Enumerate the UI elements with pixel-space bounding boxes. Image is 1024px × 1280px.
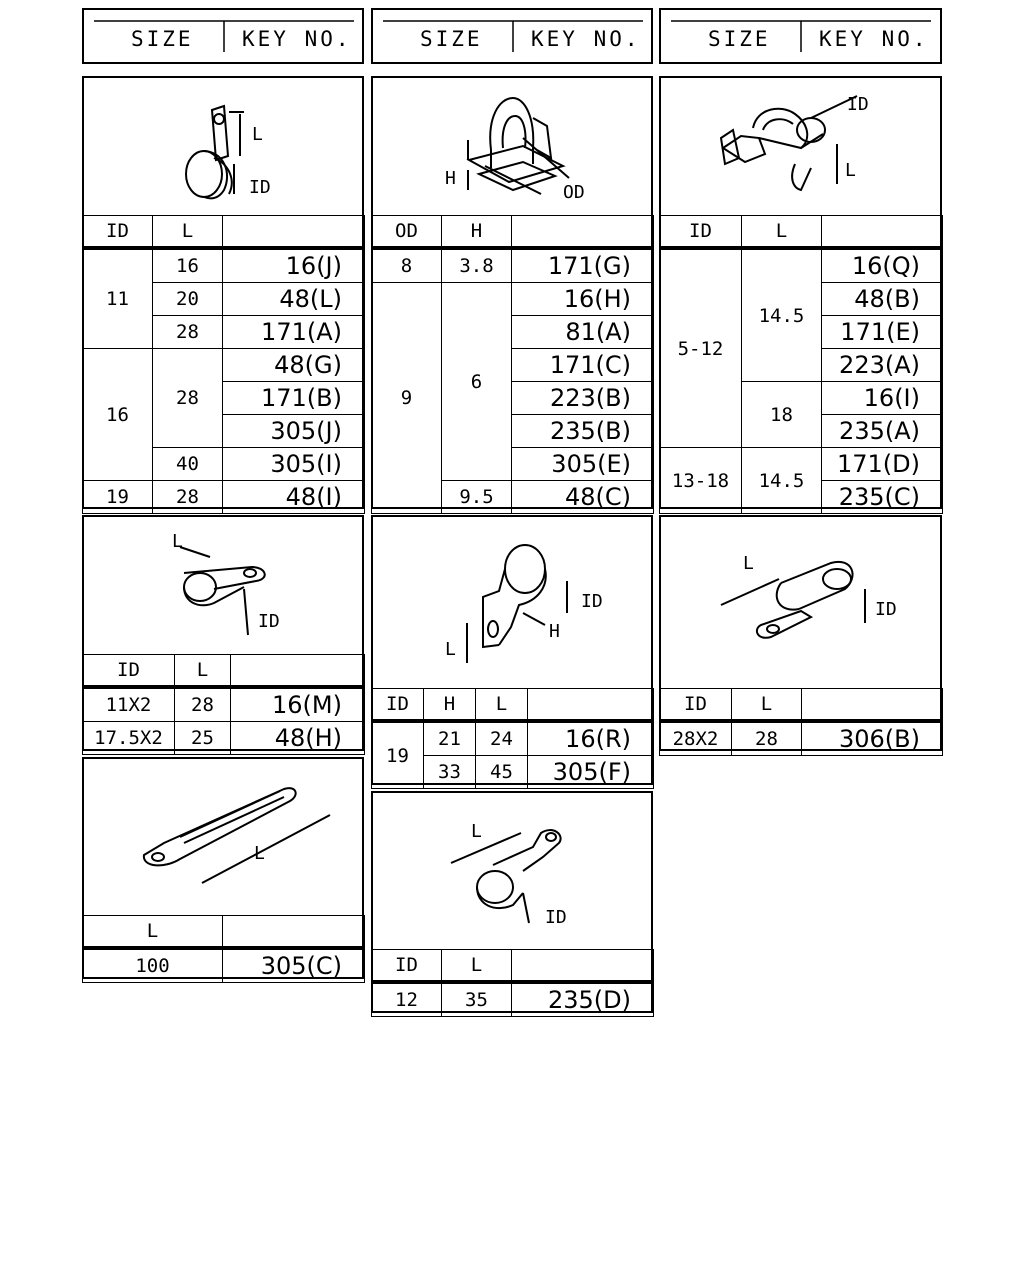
cell-key: 235(A) <box>822 415 943 448</box>
cell-h: 33 <box>424 756 476 789</box>
push-fastener-illustration <box>373 78 651 218</box>
cell-id: 11 <box>83 248 153 349</box>
col-h: H <box>442 216 512 249</box>
cell-key: 16(M) <box>231 687 365 722</box>
col-l: L <box>442 950 512 983</box>
header-key-label: KEY NO. <box>819 27 929 51</box>
dim-h-label: H <box>445 168 456 189</box>
cell-l: 25 <box>175 722 231 755</box>
cell-key: 171(E) <box>822 316 943 349</box>
cell-id: 11X2 <box>83 687 175 722</box>
cell-key: 48(H) <box>231 722 365 755</box>
dim-id-label: ID <box>545 907 567 928</box>
cell-od: 8 <box>372 248 442 283</box>
offset-clip-illustration <box>373 517 651 692</box>
cell-key: 48(B) <box>822 283 943 316</box>
col-key <box>822 216 943 249</box>
cell-h: 21 <box>424 721 476 756</box>
cell-h: 9.5 <box>442 481 512 514</box>
loop-clip-table <box>82 215 365 514</box>
col-l: L <box>175 655 231 688</box>
col-l: L <box>732 689 802 722</box>
cell-key: 16(J) <box>223 248 365 283</box>
header-box-3 <box>659 8 942 64</box>
wide-loop-clip-illustration <box>373 793 651 953</box>
dim-od-label: OD <box>563 182 585 203</box>
panel-oval-clip <box>659 515 942 751</box>
cell-l: 16 <box>153 248 223 283</box>
strap-band-illustration <box>84 759 362 919</box>
col-l: L <box>476 689 528 722</box>
cell-l: 28 <box>175 687 231 722</box>
cell-key: 235(B) <box>512 415 654 448</box>
panel-pin-clip <box>659 76 942 509</box>
col-key <box>512 216 654 249</box>
cell-key: 305(J) <box>223 415 365 448</box>
dim-id-label: ID <box>258 611 280 632</box>
dim-l-label: L <box>743 553 754 574</box>
loop-clip-illustration <box>84 78 362 218</box>
push-fastener-table <box>371 215 654 514</box>
dim-id-label: ID <box>875 599 897 620</box>
panel-loop-clip <box>82 76 364 509</box>
col-key <box>512 950 654 983</box>
cell-id: 19 <box>83 481 153 514</box>
cell-key: 306(B) <box>802 721 943 756</box>
panel-offset-clip <box>371 515 653 785</box>
panel-push-fastener <box>371 76 653 509</box>
panel-double-loop-clip <box>82 515 364 751</box>
cell-key: 305(C) <box>223 948 365 983</box>
cell-key: 16(I) <box>822 382 943 415</box>
cell-key: 48(I) <box>223 481 365 514</box>
cell-id: 17.5X2 <box>83 722 175 755</box>
col-id: ID <box>372 689 424 722</box>
pin-clip-illustration <box>661 78 940 218</box>
col-l: L <box>153 216 223 249</box>
cell-key: 48(C) <box>512 481 654 514</box>
cell-od: 9 <box>372 283 442 514</box>
cell-key: 16(Q) <box>822 248 943 283</box>
cell-key: 235(C) <box>822 481 943 514</box>
cell-id: 13-18 <box>660 448 742 514</box>
cell-key: 171(B) <box>223 382 365 415</box>
cell-key: 171(G) <box>512 248 654 283</box>
cell-id: 19 <box>372 721 424 789</box>
cell-key: 171(D) <box>822 448 943 481</box>
cell-l: 35 <box>442 982 512 1017</box>
double-loop-clip-table <box>82 654 365 755</box>
double-loop-clip-illustration <box>84 517 362 657</box>
dim-l-label: L <box>254 843 265 864</box>
cell-key: 305(F) <box>528 756 654 789</box>
dim-h-label: H <box>549 621 560 642</box>
cell-id: 28X2 <box>660 721 732 756</box>
cell-l: 45 <box>476 756 528 789</box>
oval-clip-illustration <box>661 517 940 657</box>
cell-l: 40 <box>153 448 223 481</box>
cell-key: 16(H) <box>512 283 654 316</box>
cell-h: 3.8 <box>442 248 512 283</box>
header-key-label: KEY NO. <box>531 27 641 51</box>
dim-l-label: L <box>172 531 183 552</box>
cell-key: 171(A) <box>223 316 365 349</box>
pin-clip-table <box>659 215 943 514</box>
cell-l: 28 <box>732 721 802 756</box>
cell-key: 48(G) <box>223 349 365 382</box>
col-id: ID <box>372 950 442 983</box>
col-key <box>231 655 365 688</box>
col-key <box>223 216 365 249</box>
cell-l: 14.5 <box>742 448 822 514</box>
cell-l: 20 <box>153 283 223 316</box>
col-key <box>802 689 943 722</box>
cell-key: 223(A) <box>822 349 943 382</box>
cell-l: 24 <box>476 721 528 756</box>
cell-l: 100 <box>83 948 223 983</box>
oval-clip-table <box>659 688 943 756</box>
col-key <box>223 916 365 949</box>
col-key <box>528 689 654 722</box>
header-size-label: SIZE <box>131 27 194 51</box>
dim-l-label: L <box>252 124 263 145</box>
dim-id-label: ID <box>249 177 271 198</box>
cell-key: 223(B) <box>512 382 654 415</box>
panel-strap-band <box>82 757 364 979</box>
cell-id: 5-12 <box>660 248 742 448</box>
col-l: L <box>742 216 822 249</box>
cell-l: 28 <box>153 316 223 349</box>
cell-l: 28 <box>153 481 223 514</box>
cell-key: 16(R) <box>528 721 654 756</box>
wide-loop-clip-table <box>371 949 654 1017</box>
cell-key: 171(C) <box>512 349 654 382</box>
col-id: ID <box>660 216 742 249</box>
offset-clip-table <box>371 688 654 789</box>
strap-band-table <box>82 915 365 983</box>
dim-l-label: L <box>845 160 856 181</box>
cell-key: 235(D) <box>512 982 654 1017</box>
cell-id: 12 <box>372 982 442 1017</box>
cell-key: 305(I) <box>223 448 365 481</box>
col-id: ID <box>660 689 732 722</box>
cell-id: 16 <box>83 349 153 481</box>
header-key-label: KEY NO. <box>242 27 352 51</box>
header-box-2 <box>371 8 653 64</box>
cell-key: 81(A) <box>512 316 654 349</box>
col-od: OD <box>372 216 442 249</box>
col-id: ID <box>83 655 175 688</box>
cell-l: 18 <box>742 382 822 448</box>
cell-key: 305(E) <box>512 448 654 481</box>
col-l: L <box>83 916 223 949</box>
header-size-label: SIZE <box>420 27 483 51</box>
cell-h: 6 <box>442 283 512 481</box>
header-size-label: SIZE <box>708 27 771 51</box>
cell-l: 28 <box>153 349 223 448</box>
cell-l: 14.5 <box>742 248 822 382</box>
header-box-1 <box>82 8 364 64</box>
dim-id-label: ID <box>581 591 603 612</box>
dim-l-label: L <box>445 639 456 660</box>
dim-l-label: L <box>471 821 482 842</box>
col-h: H <box>424 689 476 722</box>
panel-wide-loop-clip <box>371 791 653 1013</box>
cell-key: 48(L) <box>223 283 365 316</box>
dim-id-label: ID <box>847 94 869 115</box>
col-id: ID <box>83 216 153 249</box>
